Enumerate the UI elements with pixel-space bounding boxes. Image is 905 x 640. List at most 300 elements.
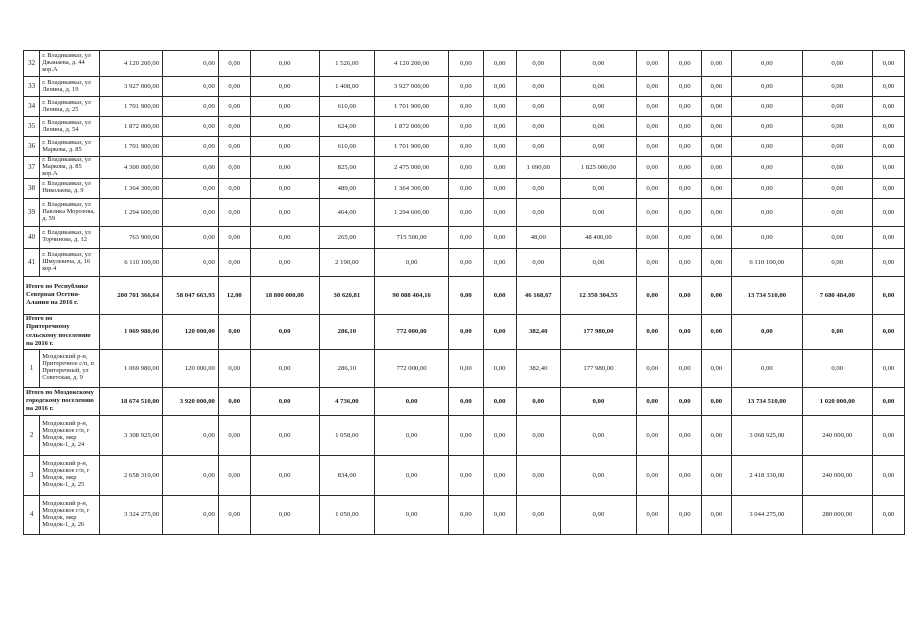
value-cell: 0,00 (218, 349, 250, 387)
value-cell: 0,00 (516, 248, 561, 276)
value-cell: 0,00 (802, 178, 872, 198)
value-cell: 0,00 (636, 178, 668, 198)
value-cell: 0,00 (163, 248, 219, 276)
row-number: 34 (24, 97, 40, 117)
address-cell: г. Владикавказ, ул Джанаева, д. 44 кор.А (40, 51, 100, 77)
address-cell: Моздокский р-н, Моздокское г/п, г Моздок, мкр Моздок-1, д. 25 (40, 455, 100, 495)
value-cell: 0,00 (668, 157, 701, 179)
value-cell: 1 069 980,00 (100, 314, 163, 349)
value-cell: 0,00 (250, 51, 319, 77)
value-cell: 48 400,00 (561, 226, 637, 248)
value-cell: 0,00 (375, 415, 449, 455)
value-cell: 0,00 (375, 387, 449, 415)
value-cell: 0,00 (449, 178, 484, 198)
row-number: 1 (24, 349, 40, 387)
value-cell: 3 068 925,00 (731, 415, 802, 455)
value-cell: 0,00 (375, 248, 449, 276)
value-cell: 0,00 (163, 117, 219, 137)
value-cell: 0,00 (516, 178, 561, 198)
value-cell: 0,00 (483, 117, 516, 137)
value-cell: 6 110 100,00 (731, 248, 802, 276)
value-cell: 0,00 (872, 198, 904, 226)
value-cell: 0,00 (516, 387, 561, 415)
value-cell: 0,00 (218, 495, 250, 534)
value-cell: 772 000,00 (375, 349, 449, 387)
value-cell: 120 000,00 (163, 349, 219, 387)
value-cell: 0,00 (516, 198, 561, 226)
value-cell: 0,00 (449, 415, 484, 455)
row-number: 39 (24, 198, 40, 226)
value-cell: 0,00 (561, 198, 637, 226)
value-cell: 0,00 (701, 198, 731, 226)
value-cell: 3 927 000,00 (375, 77, 449, 97)
table-row (24, 137, 905, 157)
row-number: 3 (24, 455, 40, 495)
value-cell: 0,00 (449, 349, 484, 387)
value-cell: 0,00 (218, 455, 250, 495)
value-cell: 0,00 (163, 455, 219, 495)
value-cell: 18 800 000,00 (250, 276, 319, 314)
value-cell: 0,00 (250, 455, 319, 495)
value-cell: 0,00 (731, 97, 802, 117)
value-cell: 0,00 (802, 314, 872, 349)
value-cell: 0,00 (163, 226, 219, 248)
address-cell: г. Владикавказ, ул Павлика Морозова, д. 59 (40, 198, 100, 226)
value-cell: 0,00 (449, 157, 484, 179)
value-cell: 0,00 (483, 495, 516, 534)
value-cell: 0,00 (636, 198, 668, 226)
value-cell: 0,00 (483, 97, 516, 117)
value-cell: 1 825 000,00 (561, 157, 637, 179)
value-cell: 0,00 (872, 51, 904, 77)
value-cell: 0,00 (449, 495, 484, 534)
value-cell: 0,00 (872, 314, 904, 349)
value-cell: 0,00 (561, 178, 637, 198)
value-cell: 0,00 (731, 157, 802, 179)
value-cell: 0,00 (636, 77, 668, 97)
value-cell: 1 701 900,00 (375, 137, 449, 157)
value-cell: 0,00 (668, 97, 701, 117)
value-cell: 0,00 (561, 97, 637, 117)
value-cell: 13 734 510,00 (731, 387, 802, 415)
row-number: 37 (24, 157, 40, 179)
value-cell: 0,00 (449, 226, 484, 248)
value-cell: 610,00 (319, 137, 374, 157)
value-cell: 0,00 (561, 117, 637, 137)
value-cell: 2 475 000,00 (375, 157, 449, 179)
value-cell: 0,00 (163, 415, 219, 455)
value-cell: 0,00 (636, 248, 668, 276)
value-cell: 0,00 (668, 77, 701, 97)
row-number: 36 (24, 137, 40, 157)
value-cell: 0,00 (250, 178, 319, 198)
value-cell: 177 980,00 (561, 314, 637, 349)
table-row (24, 455, 905, 495)
value-cell: 1 294 600,00 (375, 198, 449, 226)
value-cell: 0,00 (701, 157, 731, 179)
value-cell: 0,00 (250, 198, 319, 226)
value-cell: 265,00 (319, 226, 374, 248)
value-cell: 0,00 (636, 276, 668, 314)
value-cell: 4 120 200,00 (100, 51, 163, 77)
value-cell: 0,00 (668, 248, 701, 276)
value-cell: 0,00 (483, 157, 516, 179)
value-cell: 0,00 (250, 157, 319, 179)
value-cell: 2 418 330,00 (731, 455, 802, 495)
total-label: Итого по Притеречному сельскому поселению на 2016 г. (24, 314, 100, 349)
value-cell: 0,00 (636, 117, 668, 137)
value-cell: 2 658 310,00 (100, 455, 163, 495)
row-number: 33 (24, 77, 40, 97)
value-cell: 286,10 (319, 314, 374, 349)
value-cell: 0,00 (516, 117, 561, 137)
value-cell: 1 058,00 (319, 415, 374, 455)
value-cell: 0,00 (218, 137, 250, 157)
value-cell: 0,00 (872, 137, 904, 157)
value-cell: 0,00 (701, 137, 731, 157)
table-row (24, 117, 905, 137)
value-cell: 0,00 (668, 137, 701, 157)
value-cell: 3 308 925,00 (100, 415, 163, 455)
value-cell: 0,00 (731, 198, 802, 226)
value-cell: 0,00 (375, 495, 449, 534)
table-row (24, 51, 905, 77)
value-cell: 4 120 200,00 (375, 51, 449, 77)
value-cell: 0,00 (218, 415, 250, 455)
value-cell: 0,00 (218, 178, 250, 198)
value-cell: 0,00 (483, 226, 516, 248)
value-cell: 0,00 (250, 117, 319, 137)
value-cell: 0,00 (250, 415, 319, 455)
value-cell: 0,00 (872, 97, 904, 117)
value-cell: 624,00 (319, 117, 374, 137)
value-cell: 1 872 000,00 (375, 117, 449, 137)
value-cell: 1 690,00 (516, 157, 561, 179)
value-cell: 0,00 (636, 387, 668, 415)
housing-repair-table (23, 50, 905, 535)
value-cell: 0,00 (163, 198, 219, 226)
value-cell: 200 701 366,64 (100, 276, 163, 314)
value-cell: 0,00 (561, 51, 637, 77)
value-cell: 0,00 (668, 276, 701, 314)
value-cell: 0,00 (449, 97, 484, 117)
row-number: 41 (24, 248, 40, 276)
value-cell: 0,00 (516, 415, 561, 455)
value-cell: 3 044 275,00 (731, 495, 802, 534)
value-cell: 0,00 (731, 137, 802, 157)
table-row (24, 248, 905, 276)
value-cell: 0,00 (483, 248, 516, 276)
value-cell: 0,00 (218, 157, 250, 179)
value-cell: 0,00 (872, 178, 904, 198)
row-number: 2 (24, 415, 40, 455)
value-cell: 0,00 (449, 51, 484, 77)
value-cell: 0,00 (802, 226, 872, 248)
value-cell: 0,00 (163, 77, 219, 97)
row-number: 32 (24, 51, 40, 77)
value-cell: 0,00 (872, 248, 904, 276)
row-number: 40 (24, 226, 40, 248)
value-cell: 0,00 (668, 178, 701, 198)
value-cell: 0,00 (218, 97, 250, 117)
value-cell: 4 736,00 (319, 387, 374, 415)
value-cell: 0,00 (561, 415, 637, 455)
value-cell: 0,00 (802, 198, 872, 226)
value-cell: 0,00 (701, 51, 731, 77)
value-cell: 0,00 (483, 455, 516, 495)
address-cell: г. Владикавказ, ул Маркова, д. 85 кор.А (40, 157, 100, 179)
value-cell: 0,00 (872, 117, 904, 137)
value-cell: 0,00 (250, 137, 319, 157)
value-cell: 1 408,00 (319, 77, 374, 97)
value-cell: 0,00 (449, 248, 484, 276)
value-cell: 0,00 (250, 387, 319, 415)
value-cell: 0,00 (483, 387, 516, 415)
value-cell: 0,00 (516, 77, 561, 97)
value-cell: 0,00 (218, 387, 250, 415)
value-cell: 0,00 (250, 248, 319, 276)
value-cell: 464,00 (319, 198, 374, 226)
value-cell: 0,00 (802, 349, 872, 387)
value-cell: 0,00 (516, 51, 561, 77)
value-cell: 825,00 (319, 157, 374, 179)
value-cell: 0,00 (250, 77, 319, 97)
value-cell: 0,00 (218, 226, 250, 248)
value-cell: 0,00 (701, 387, 731, 415)
total-row (24, 276, 905, 314)
value-cell: 1 526,00 (319, 51, 374, 77)
value-cell: 715 500,00 (375, 226, 449, 248)
value-cell: 0,00 (561, 455, 637, 495)
value-cell: 0,00 (449, 276, 484, 314)
value-cell: 0,00 (701, 117, 731, 137)
value-cell: 1 701 900,00 (100, 97, 163, 117)
total-label: Итого по Республике Северная Осетия-Алания на 2016 г. (24, 276, 100, 314)
value-cell: 0,00 (636, 51, 668, 77)
value-cell: 0,00 (250, 349, 319, 387)
value-cell: 1 020 000,00 (802, 387, 872, 415)
value-cell: 0,00 (483, 314, 516, 349)
table-body (24, 51, 905, 535)
value-cell: 1 872 000,00 (100, 117, 163, 137)
total-row (24, 387, 905, 415)
value-cell: 0,00 (636, 495, 668, 534)
value-cell: 0,00 (802, 97, 872, 117)
value-cell: 46 168,67 (516, 276, 561, 314)
value-cell: 1 050,00 (319, 495, 374, 534)
value-cell: 0,00 (483, 198, 516, 226)
total-row (24, 314, 905, 349)
value-cell: 0,00 (701, 248, 731, 276)
value-cell: 0,00 (449, 455, 484, 495)
value-cell: 0,00 (250, 226, 319, 248)
address-cell: г. Владикавказ, ул Шмулевича, д. 16 кор.4 (40, 248, 100, 276)
value-cell: 0,00 (375, 455, 449, 495)
table-row (24, 157, 905, 179)
value-cell: 0,00 (701, 455, 731, 495)
value-cell: 0,00 (701, 314, 731, 349)
value-cell: 0,00 (872, 495, 904, 534)
address-cell: г. Владикавказ, ул Ленина, д. 25 (40, 97, 100, 117)
value-cell: 0,00 (668, 226, 701, 248)
table-row (24, 415, 905, 455)
value-cell: 0,00 (163, 157, 219, 179)
value-cell: 0,00 (802, 51, 872, 77)
address-cell: г. Владикавказ, ул Ленина, д. 54 (40, 117, 100, 137)
value-cell: 763 900,00 (100, 226, 163, 248)
value-cell: 0,00 (731, 349, 802, 387)
value-cell: 0,00 (668, 415, 701, 455)
value-cell: 1 364 300,00 (375, 178, 449, 198)
value-cell: 0,00 (218, 77, 250, 97)
value-cell: 0,00 (449, 77, 484, 97)
value-cell: 382,40 (516, 314, 561, 349)
value-cell: 0,00 (701, 77, 731, 97)
value-cell: 0,00 (483, 137, 516, 157)
value-cell: 0,00 (636, 226, 668, 248)
value-cell: 13 734 510,00 (731, 276, 802, 314)
value-cell: 0,00 (731, 117, 802, 137)
value-cell: 58 047 663,93 (163, 276, 219, 314)
value-cell: 0,00 (636, 415, 668, 455)
value-cell: 0,00 (561, 387, 637, 415)
value-cell: 0,00 (163, 97, 219, 117)
value-cell: 0,00 (668, 117, 701, 137)
value-cell: 0,00 (218, 248, 250, 276)
value-cell: 0,00 (483, 77, 516, 97)
value-cell: 0,00 (449, 117, 484, 137)
value-cell: 0,00 (668, 495, 701, 534)
value-cell: 0,00 (561, 77, 637, 97)
value-cell: 0,00 (731, 178, 802, 198)
value-cell: 0,00 (561, 495, 637, 534)
value-cell: 177 980,00 (561, 349, 637, 387)
value-cell: 0,00 (516, 495, 561, 534)
value-cell: 1 701 900,00 (100, 137, 163, 157)
value-cell: 1 294 600,00 (100, 198, 163, 226)
value-cell: 0,00 (163, 178, 219, 198)
value-cell: 280 000,00 (802, 495, 872, 534)
value-cell: 0,00 (668, 349, 701, 387)
value-cell: 0,00 (483, 415, 516, 455)
value-cell: 0,00 (802, 137, 872, 157)
value-cell: 0,00 (872, 387, 904, 415)
value-cell: 610,00 (319, 97, 374, 117)
value-cell: 0,00 (636, 137, 668, 157)
value-cell: 0,00 (731, 77, 802, 97)
value-cell: 0,00 (636, 157, 668, 179)
value-cell: 834,00 (319, 455, 374, 495)
value-cell: 286,10 (319, 349, 374, 387)
table-row (24, 178, 905, 198)
value-cell: 0,00 (872, 455, 904, 495)
address-cell: Моздокский р-н, Моздокское г/п, г Моздок, мкр Моздок-1, д. 26 (40, 495, 100, 534)
value-cell: 0,00 (250, 495, 319, 534)
value-cell: 0,00 (163, 137, 219, 157)
value-cell: 0,00 (701, 276, 731, 314)
value-cell: 0,00 (449, 387, 484, 415)
value-cell: 0,00 (668, 314, 701, 349)
address-cell: Моздокский р-н, Притеречное с/п, п Притеречный, ул Советская, д. 9 (40, 349, 100, 387)
value-cell: 0,00 (668, 51, 701, 77)
table-row (24, 226, 905, 248)
value-cell: 0,00 (483, 276, 516, 314)
value-cell: 0,00 (163, 495, 219, 534)
address-cell: г. Владикавказ, ул Маркова, д. 85 (40, 137, 100, 157)
value-cell: 0,00 (872, 276, 904, 314)
value-cell: 0,00 (701, 349, 731, 387)
value-cell: 30 620,81 (319, 276, 374, 314)
value-cell: 0,00 (449, 314, 484, 349)
value-cell: 3 920 000,00 (163, 387, 219, 415)
value-cell: 0,00 (516, 97, 561, 117)
value-cell: 12,00 (218, 276, 250, 314)
value-cell: 0,00 (802, 248, 872, 276)
address-cell: г. Владикавказ, ул Ленина, д. 19 (40, 77, 100, 97)
value-cell: 120 000,00 (163, 314, 219, 349)
value-cell: 6 110 100,00 (100, 248, 163, 276)
total-label: Итого по Моздокскому городскому поселению на 2016 г. (24, 387, 100, 415)
value-cell: 0,00 (701, 226, 731, 248)
value-cell: 0,00 (561, 137, 637, 157)
value-cell: 0,00 (516, 137, 561, 157)
value-cell: 0,00 (636, 455, 668, 495)
address-cell: г. Владикавказ, ул Торчинова, д. 12 (40, 226, 100, 248)
value-cell: 0,00 (668, 198, 701, 226)
value-cell: 0,00 (636, 349, 668, 387)
table-row (24, 495, 905, 534)
value-cell: 1 364 300,00 (100, 178, 163, 198)
row-number: 38 (24, 178, 40, 198)
value-cell: 382,40 (516, 349, 561, 387)
row-number: 4 (24, 495, 40, 534)
value-cell: 0,00 (636, 97, 668, 117)
table-row (24, 77, 905, 97)
value-cell: 12 350 304,55 (561, 276, 637, 314)
value-cell: 0,00 (449, 137, 484, 157)
table-row (24, 97, 905, 117)
value-cell: 0,00 (731, 314, 802, 349)
value-cell: 0,00 (668, 387, 701, 415)
value-cell: 0,00 (701, 97, 731, 117)
value-cell: 2 190,00 (319, 248, 374, 276)
value-cell: 0,00 (872, 77, 904, 97)
value-cell: 0,00 (872, 226, 904, 248)
value-cell: 0,00 (218, 117, 250, 137)
value-cell: 0,00 (872, 349, 904, 387)
value-cell: 0,00 (163, 51, 219, 77)
value-cell: 3 324 275,00 (100, 495, 163, 534)
row-number: 35 (24, 117, 40, 137)
value-cell: 772 000,00 (375, 314, 449, 349)
value-cell: 0,00 (872, 415, 904, 455)
value-cell: 240 000,00 (802, 455, 872, 495)
value-cell: 3 927 000,00 (100, 77, 163, 97)
value-cell: 0,00 (701, 178, 731, 198)
value-cell: 0,00 (218, 314, 250, 349)
value-cell: 0,00 (483, 51, 516, 77)
value-cell: 0,00 (516, 455, 561, 495)
value-cell: 0,00 (483, 349, 516, 387)
value-cell: 18 674 510,00 (100, 387, 163, 415)
value-cell: 48,00 (516, 226, 561, 248)
value-cell: 0,00 (701, 495, 731, 534)
value-cell: 90 088 404,16 (375, 276, 449, 314)
value-cell: 0,00 (250, 97, 319, 117)
value-cell: 0,00 (731, 51, 802, 77)
value-cell: 0,00 (561, 248, 637, 276)
value-cell: 0,00 (218, 198, 250, 226)
